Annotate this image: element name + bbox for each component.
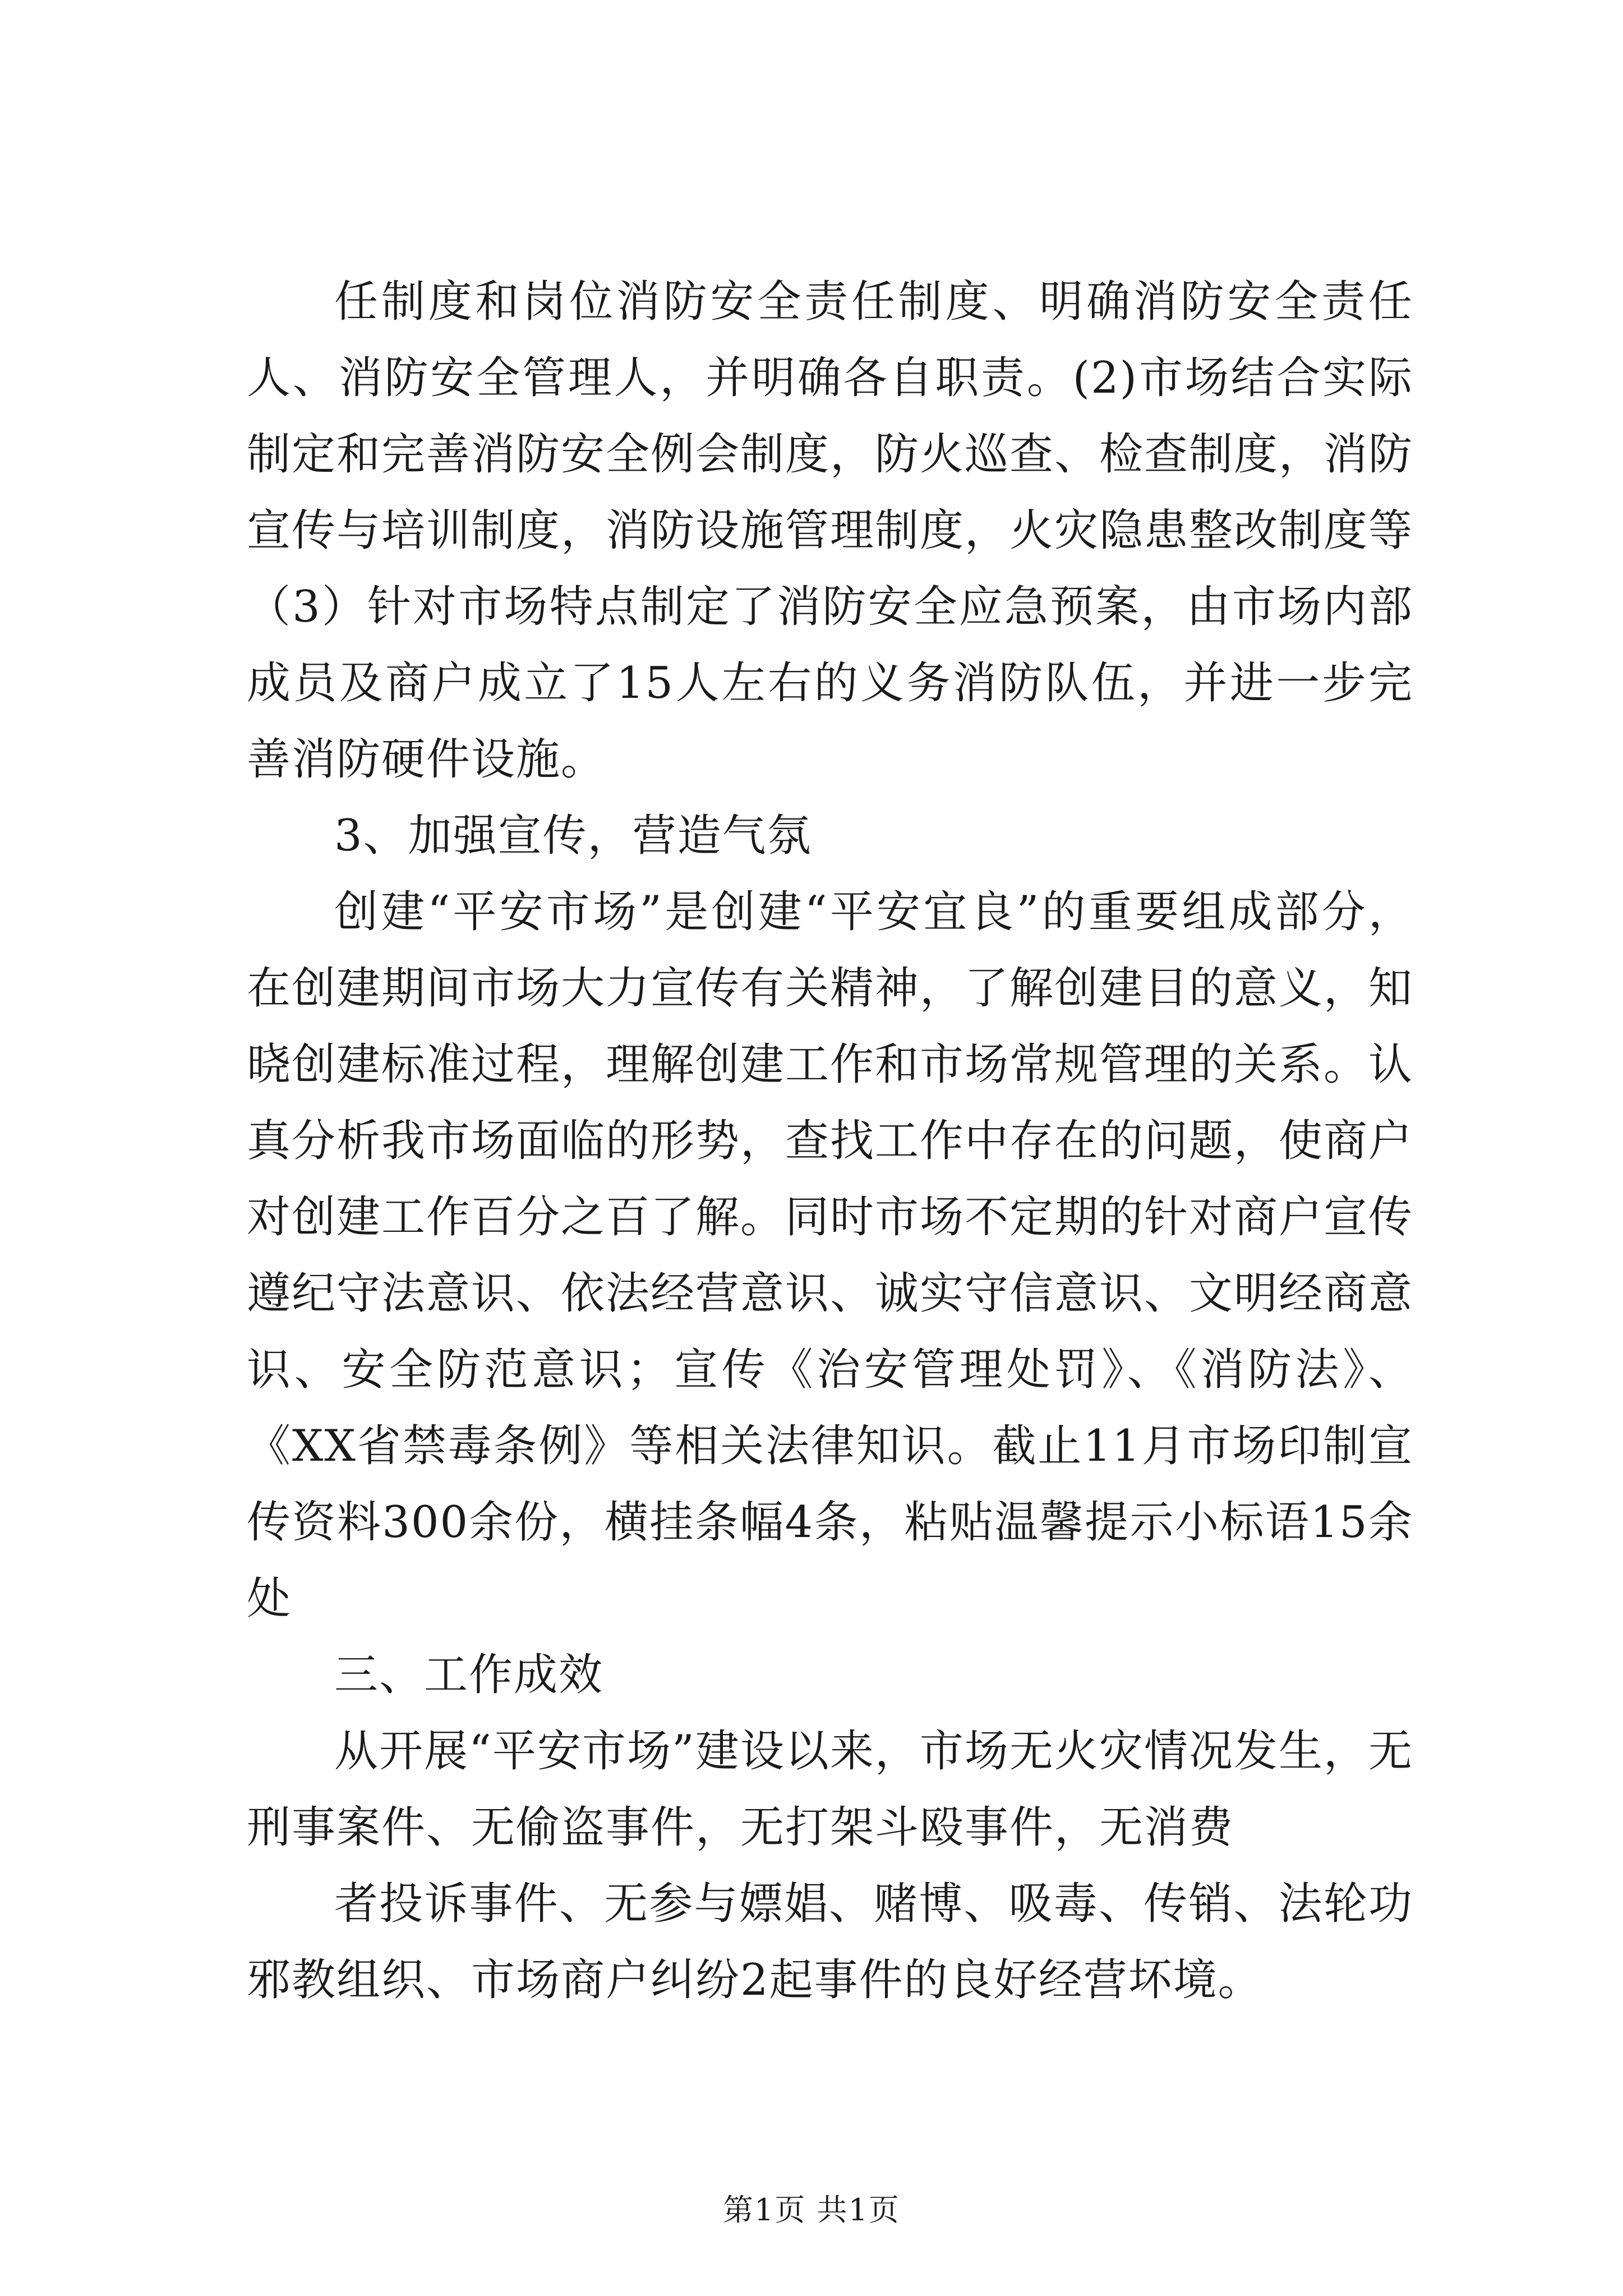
- heading-results: 三、工作成效: [334, 1650, 604, 1700]
- paragraph-results: 从开展“平安市场”建设以来，市场无火灾情况发生，无刑事案件、无偷盗事件，无打架斗殴事件，无消费: [247, 1726, 1413, 1853]
- page-footer: 第1页 共1页: [723, 2192, 900, 2228]
- paragraph-fire-safety-system: 任制度和岗位消防安全责任制度、明确消防安全责任人、消防安全管理人，并明确各自职责。(2)市场结合实际制定和完善消防安全例会制度，防火巡查、检查制度，消防宣传与培训制度，消防设施管理制度，火灾隐患整改制度等（3）针对市场特点制定了消防安全应急预案，由市场内部成员及商户成立了15人左右的义务消防队伍，并进一步完善消防硬件设施。: [247, 277, 1414, 785]
- document-body: [247, 264, 1413, 2018]
- heading-publicity: 3、加强宣传，营造气氛: [334, 811, 812, 861]
- paragraph-results-continued: 者投诉事件、无参与嫖娼、赌博、吸毒、传销、法轮功邪教组织、市场商户纠纷2起事件的良好经营坏境。: [247, 1879, 1413, 2005]
- paragraph-publicity: 创建“平安市场”是创建“平安宜良”的重要组成部分，在创建期间市场大力宣传有关精神，了解创建目的意义，知晓创建标准过程，理解创建工作和市场常规管理的关系。认真分析我市场面临的形势，查找工作中存在的问题，使商户对创建工作百分之百了解。同时市场不定期的针对商户宣传遵纪守法意识、依法经营意识、诚实守信意识、文明经商意识、安全防范意识；宣传《治安管理处罚》、《消防法》、《XX省禁毒条例》等相关法律知识。截止11月市场印制宣传资料300余份，横挂条幅4条，粘贴温馨提示小标语15余处: [247, 887, 1414, 1624]
